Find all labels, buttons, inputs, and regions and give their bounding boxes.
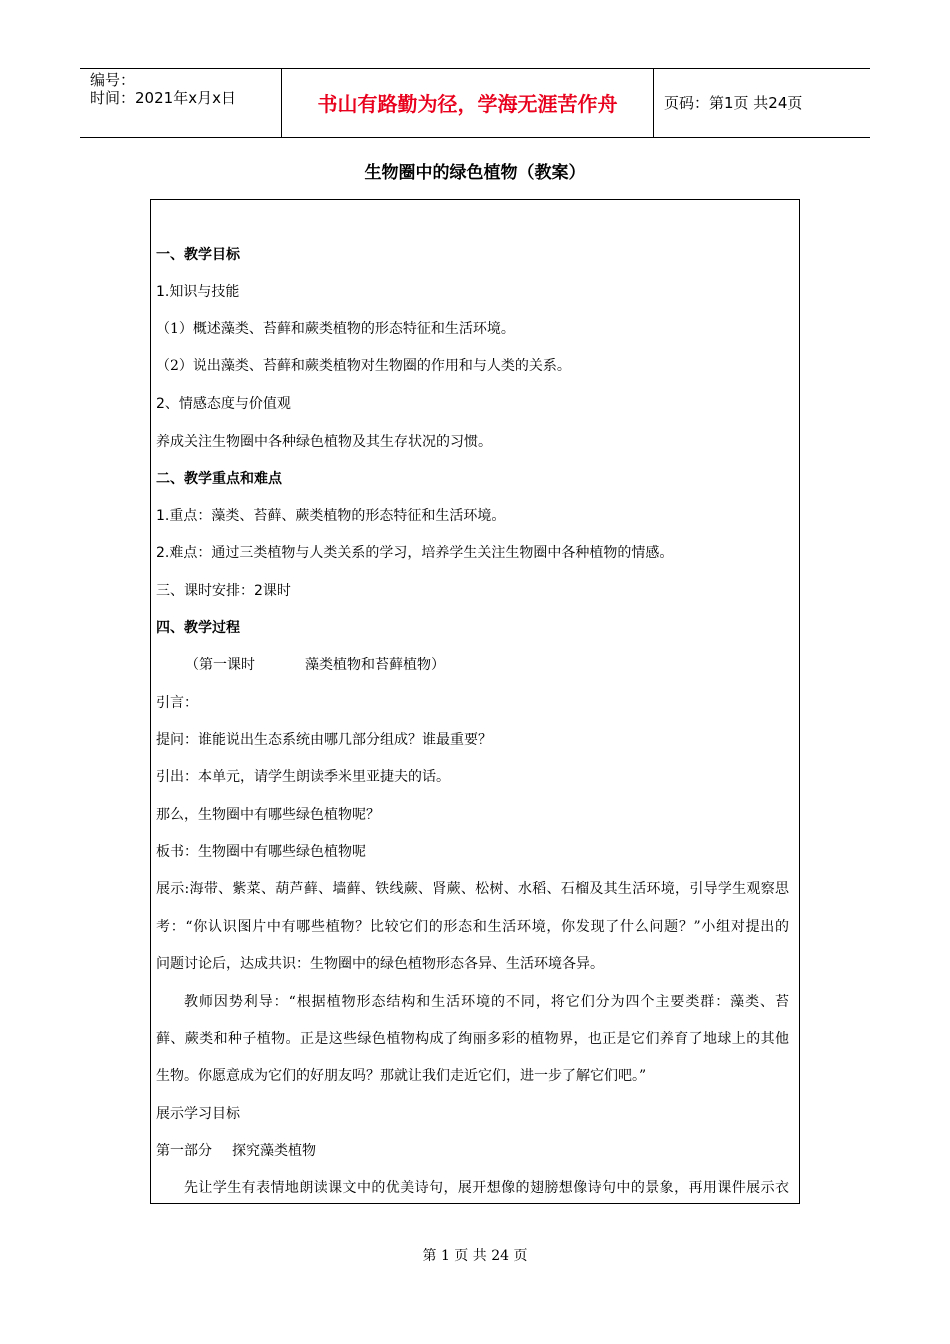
header-table (80, 68, 870, 138)
date-value: 2021年x月x日 (135, 89, 236, 107)
text-line: （1）概述藻类、苔藓和蕨类植物的形态特征和生活环境。 (156, 321, 515, 337)
text-line: 生物。你愿意成为它们的好朋友吗？那就让我们走近它们，进一步了解它们吧。” (156, 1068, 647, 1084)
header-page-cell (654, 69, 870, 137)
text-line: 那么，生物圈中有哪些绿色植物呢？ (156, 807, 380, 823)
text-line: 2.难点：通过三类植物与人类关系的学习，培养学生关注生物圈中各种植物的情感。 (156, 545, 674, 561)
text-line: 三、课时安排：2课时 (156, 583, 291, 599)
text-line: 引言： (156, 695, 198, 711)
section-heading: 四、教学过程 (156, 620, 240, 636)
text-line: 展示:海带、紫菜、葫芦藓、墙藓、铁线蕨、肾蕨、松树、水稻、石榴及其生活环境，引导学生观察思 (156, 881, 789, 897)
text-line: 第一部分 探究藻类植物 (156, 1143, 316, 1159)
content-box (150, 199, 800, 1204)
text-line: 提问：谁能说出生态系统由哪几部分组成？谁最重要？ (156, 732, 492, 748)
text-line: 1.重点：藻类、苔藓、蕨类植物的形态特征和生活环境。 (156, 508, 506, 524)
page-label: 页码：第1页 共24页 (664, 94, 803, 112)
text-line: 养成关注生物圈中各种绿色植物及其生存状况的习惯。 (156, 434, 492, 450)
text-line: 展示学习目标 (156, 1106, 240, 1122)
number-label: 编号： (90, 71, 136, 89)
text-line: 藓、蕨类和种子植物。正是这些绿色植物构成了绚丽多彩的植物界，也正是它们养育了地球上的其他 (156, 1031, 789, 1047)
text-line: 问题讨论后，达成共识：生物圈中的绿色植物形态各异、生活环境各异。 (156, 956, 604, 972)
header-info-cell (80, 69, 282, 137)
text-line: 2、情感态度与价值观 (156, 396, 291, 412)
page-footer: 第 1 页 共 24 页 (422, 1248, 528, 1264)
text-line: 1.知识与技能 (156, 284, 240, 300)
text-line: 教师因势利导：“根据植物形态结构和生活环境的不同，将它们分为四个主要类群：藻类、苔 (184, 994, 789, 1010)
section-heading: 一、教学目标 (156, 247, 240, 263)
date-label: 时间： (90, 89, 136, 107)
section-heading: 二、教学重点和难点 (156, 471, 282, 487)
header-motto-cell (282, 69, 654, 137)
text-line: （第一课时 藻类植物和苔藓植物） (185, 657, 445, 673)
text-line: 引出：本单元，请学生朗读季米里亚捷夫的话。 (156, 769, 450, 785)
date-line (90, 89, 236, 107)
page-title: 生物圈中的绿色植物（教案） (364, 163, 586, 183)
text-line: （2）说出藻类、苔藓和蕨类植物对生物圈的作用和与人类的关系。 (156, 358, 571, 374)
motto: 书山有路勤为径，学海无涯苦作舟 (317, 92, 618, 116)
text-line: 先让学生有表情地朗读课文中的优美诗句，展开想像的翅膀想像诗句中的景象，再用课件展示衣 (184, 1180, 789, 1196)
text-line: 板书：生物圈中有哪些绿色植物呢 (156, 844, 366, 860)
text-line: 考：“你认识图片中有哪些植物？比较它们的形态和生活环境，你发现了什么问题？”小组对提出的 (156, 919, 789, 935)
